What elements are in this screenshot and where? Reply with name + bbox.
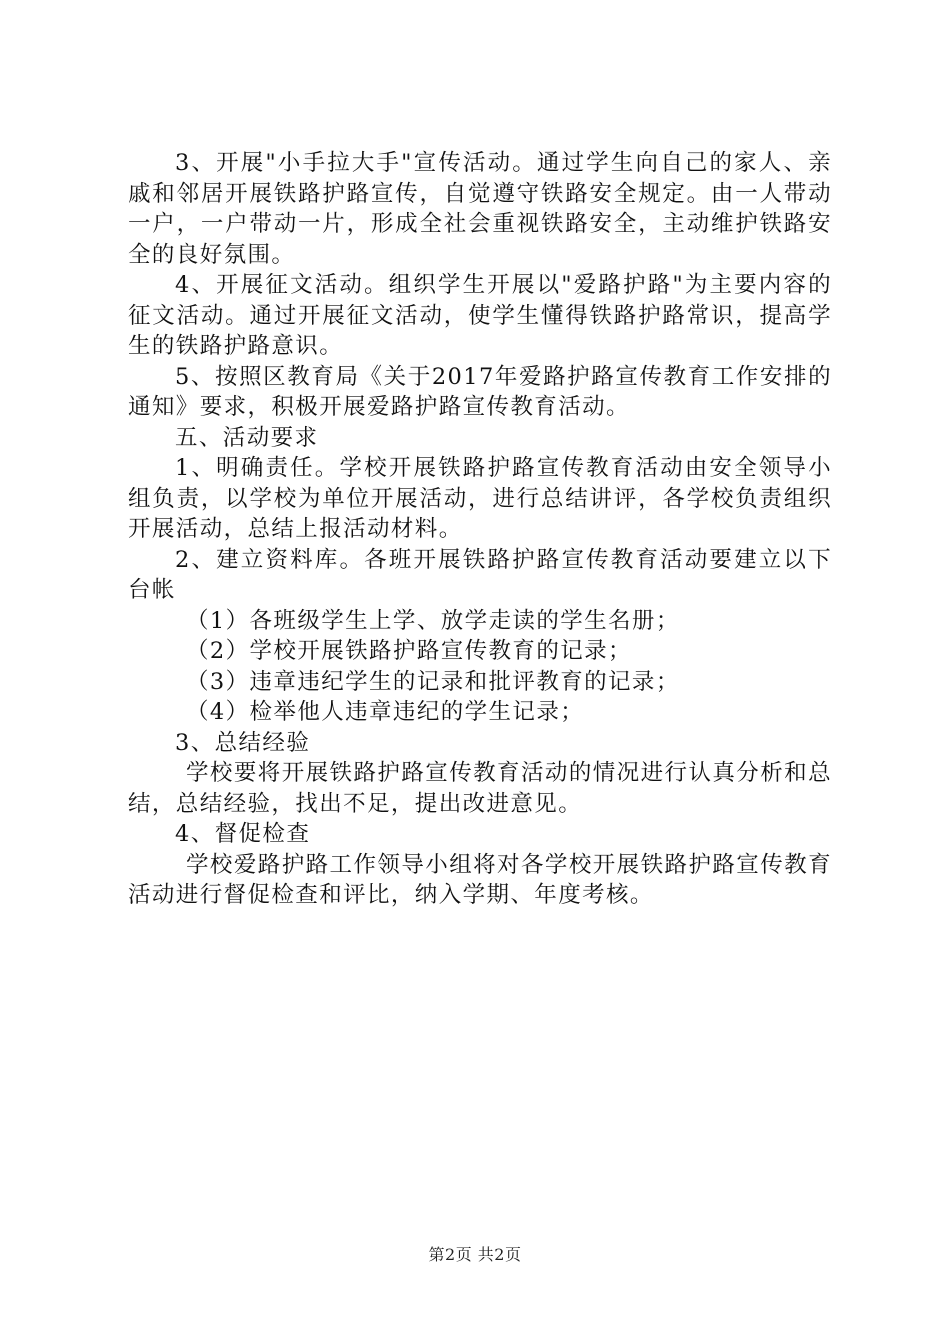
paragraph-supervision: 学校爱路护路工作领导小组将对各学校开展铁路护路宣传教育活动进行督促检查和评比，纳入学期、年度考核。 [128,851,832,908]
list-item-record-3: （3）违章违纪学生的记录和批评教育的记录； [186,668,680,695]
paragraph-bureau-notice: 5、按照区教育局《关于2017年爱路护路宣传教育工作安排的通知》要求，积极开展爱路护路宣传教育活动。 [128,363,832,420]
paragraph-summary: 学校要将开展铁路护路宣传教育活动的情况进行认真分析和总结，总结经验，找出不足，提出改进意见。 [128,760,832,817]
subheading-supervision: 4、督促检查 [175,821,311,847]
list-item-record-4: （4）检举他人违章违纪的学生记录； [186,699,585,725]
paragraph-records-database: 2、建立资料库。各班开展铁路护路宣传教育活动要建立以下台帐 [128,546,832,603]
section-heading-requirements: 五、活动要求 [175,424,319,451]
document-body [128,148,832,911]
list-item-record-1: （1）各班级学生上学、放学走读的学生名册； [186,607,680,634]
page-number-footer: 第2页 共2页 [428,1245,522,1264]
subheading-summary: 3、总结经验 [175,729,311,756]
paragraph-essay-activity: 4、开展征文活动。组织学生开展以"爱路护路"为主要内容的征文活动。通过开展征文活动，使学生懂得铁路护路常识，提高学生的铁路护路意识。 [128,272,832,359]
list-item-record-2: （2）学校开展铁路护路宣传教育的记录； [186,638,632,664]
paragraph-promotion-activity: 3、开展"小手拉大手"宣传活动。通过学生向自己的家人、亲戚和邻居开展铁路护路宣传，自觉遵守铁路安全规定。由一人带动一户，一户带动一片，形成全社会重视铁路安全，主动维护铁路安全的良好氛围。 [128,150,832,268]
paragraph-responsibility: 1、明确责任。学校开展铁路护路宣传教育活动由安全领导小组负责，以学校为单位开展活动，进行总结讲评，各学校负责组织开展活动，总结上报活动材料。 [128,455,832,542]
